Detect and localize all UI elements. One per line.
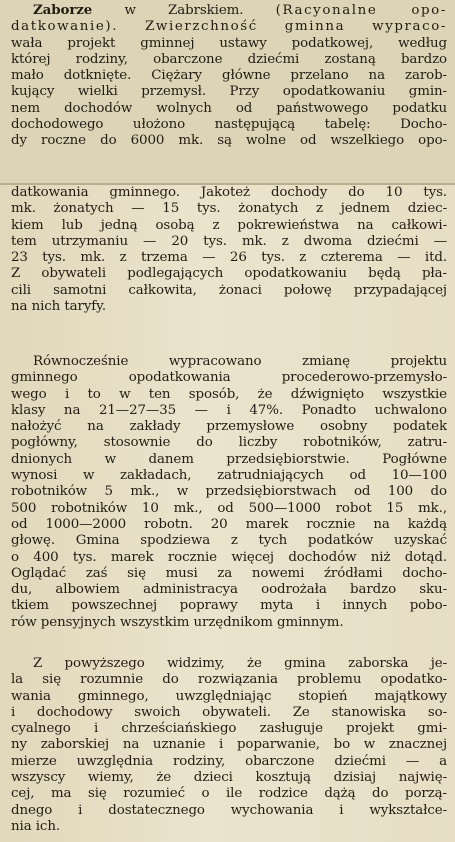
article-line: wynosi w zakładach, zatrudniających od 10—100 — [11, 468, 447, 484]
article-line: cej, ma się rozumieć o ile rodzice dążą do porzą- — [11, 786, 447, 802]
article-line: której rodziny, obarczone dziećmi zostaną bardzo — [11, 51, 447, 67]
article-line: kiem lub jedną osobą z pokrewieństwa na całkowi- — [11, 217, 447, 233]
article-line: gminnego opodatkowania procederowo-przemysło- — [11, 370, 447, 386]
article-line: dnego i dostatecznego wychowania i wykształce- — [11, 802, 447, 818]
article-paragraph-2 — [11, 354, 447, 631]
article-line: datkowania gminnego. Jakoteż dochody do 10 tys. — [11, 185, 447, 200]
article-line: datkowanie). Zwierzchność gminna wypraco- — [11, 19, 447, 35]
article-line: rów pensyjnych wszystkim urzędnikom gminnym. — [11, 614, 344, 630]
article-line: cyalnego i chrześciańskiego zasługuje projekt gmi- — [11, 721, 447, 737]
article-line: (Racyonalne opo- — [275, 3, 447, 18]
article-heading-place: Zaborze — [33, 2, 93, 18]
article-line: kujący wielki przemysł. Przy opodatkowaniu gmin- — [11, 84, 447, 100]
article-line: dochodowego ułożono następującą tabelę: Docho- — [11, 117, 447, 133]
article-line: nia ich. — [11, 818, 61, 834]
article-line: Z powyższego widzimy, że gmina zaborska je- — [33, 656, 447, 671]
article-line: klasy na 21—27—35 — i 47%. Ponadto uchwalono — [11, 402, 447, 418]
article-heading-rest: w Zabrskiem. — [124, 3, 244, 18]
article-line: robotników 5 mk., w przedsiębiorstwach od 100 do — [11, 484, 447, 500]
article-line: od 1000—2000 robotn. 20 marek rocznie na każdą — [11, 516, 447, 532]
article-line: wała projekt gminnej ustawy podatkowej, według — [11, 35, 447, 51]
article-line: 23 tys. mk. z trzema — 26 tys. z czterema — itd. — [11, 250, 447, 266]
article-line: pogłówny, stosownie do liczby robotników, zatru- — [11, 435, 447, 451]
article-line: wszyscy wiemy, że dzieci kosztują dzisiaj najwię- — [11, 770, 447, 786]
article-line: la się rozumnie do rozwiązania problemu opodatko- — [11, 672, 447, 688]
article-line: mało dotknięte. Ciężary główne przelano na zarob- — [11, 68, 447, 84]
article-line: cili samotni całkowita, żonaci połowę przypadającej — [11, 282, 447, 298]
article-line: wania gminnego, uwzględniając stopień majątkowy — [11, 688, 447, 704]
article-line: wego i to w ten sposób, że dźwignięto wszystkie — [11, 386, 447, 402]
article-line: 500 robotników 10 mk., od 500—1000 robot 15 mk., — [11, 500, 447, 516]
article-line: Równocześnie wypracowano zmianę projektu — [33, 354, 447, 369]
article-line: nem dochodów wolnych od państwowego podatku — [11, 100, 447, 116]
article-line: Oglądać zaś się musi za nowemi źródłami docho- — [11, 565, 447, 581]
article-paragraph-1-continued — [11, 185, 447, 315]
article-line: głowę. Gmina spodziewa z tych podatków uzyskać — [11, 533, 447, 549]
article-paragraph-3 — [11, 656, 447, 835]
article-paragraph-1 — [11, 2, 447, 150]
article-line: du, albowiem administracya oodrożała bardzo sku- — [11, 582, 447, 598]
article-line: Z obywateli podlegających opodatkowaniu będą pła- — [11, 266, 447, 282]
article-line: tem utrzymaniu — 20 tys. mk. z dwoma dziećmi — — [11, 233, 447, 249]
article-line: dnionych w danem przedsiębiorstwie. Pogłówne — [11, 451, 447, 467]
article-line: tkiem powszechnej poprawy myta i innych pobo- — [11, 598, 447, 614]
article-line: ny zaborskiej na uznanie i poparwanie, bo w znacznej — [11, 737, 447, 753]
article-line: i dochodowy swoich obywateli. Ze stanowiska so- — [11, 704, 447, 720]
article-line: o 400 tys. marek rocznie więcej dochodów niż dotąd. — [11, 549, 447, 565]
article-line: mk. żonatych — 15 tys. żonatych z jednem dziec- — [11, 201, 447, 217]
article-line: nałożyć na zakłady przemysłowe osobny podatek — [11, 419, 447, 435]
article-line: mierze uwzględnia rodziny, obarczone dziećmi — a — [11, 753, 447, 769]
article-line: dy roczne do 6000 mk. są wolne od wszelkiego opo- — [11, 133, 447, 149]
article-line: na nich taryfy. — [11, 299, 106, 315]
